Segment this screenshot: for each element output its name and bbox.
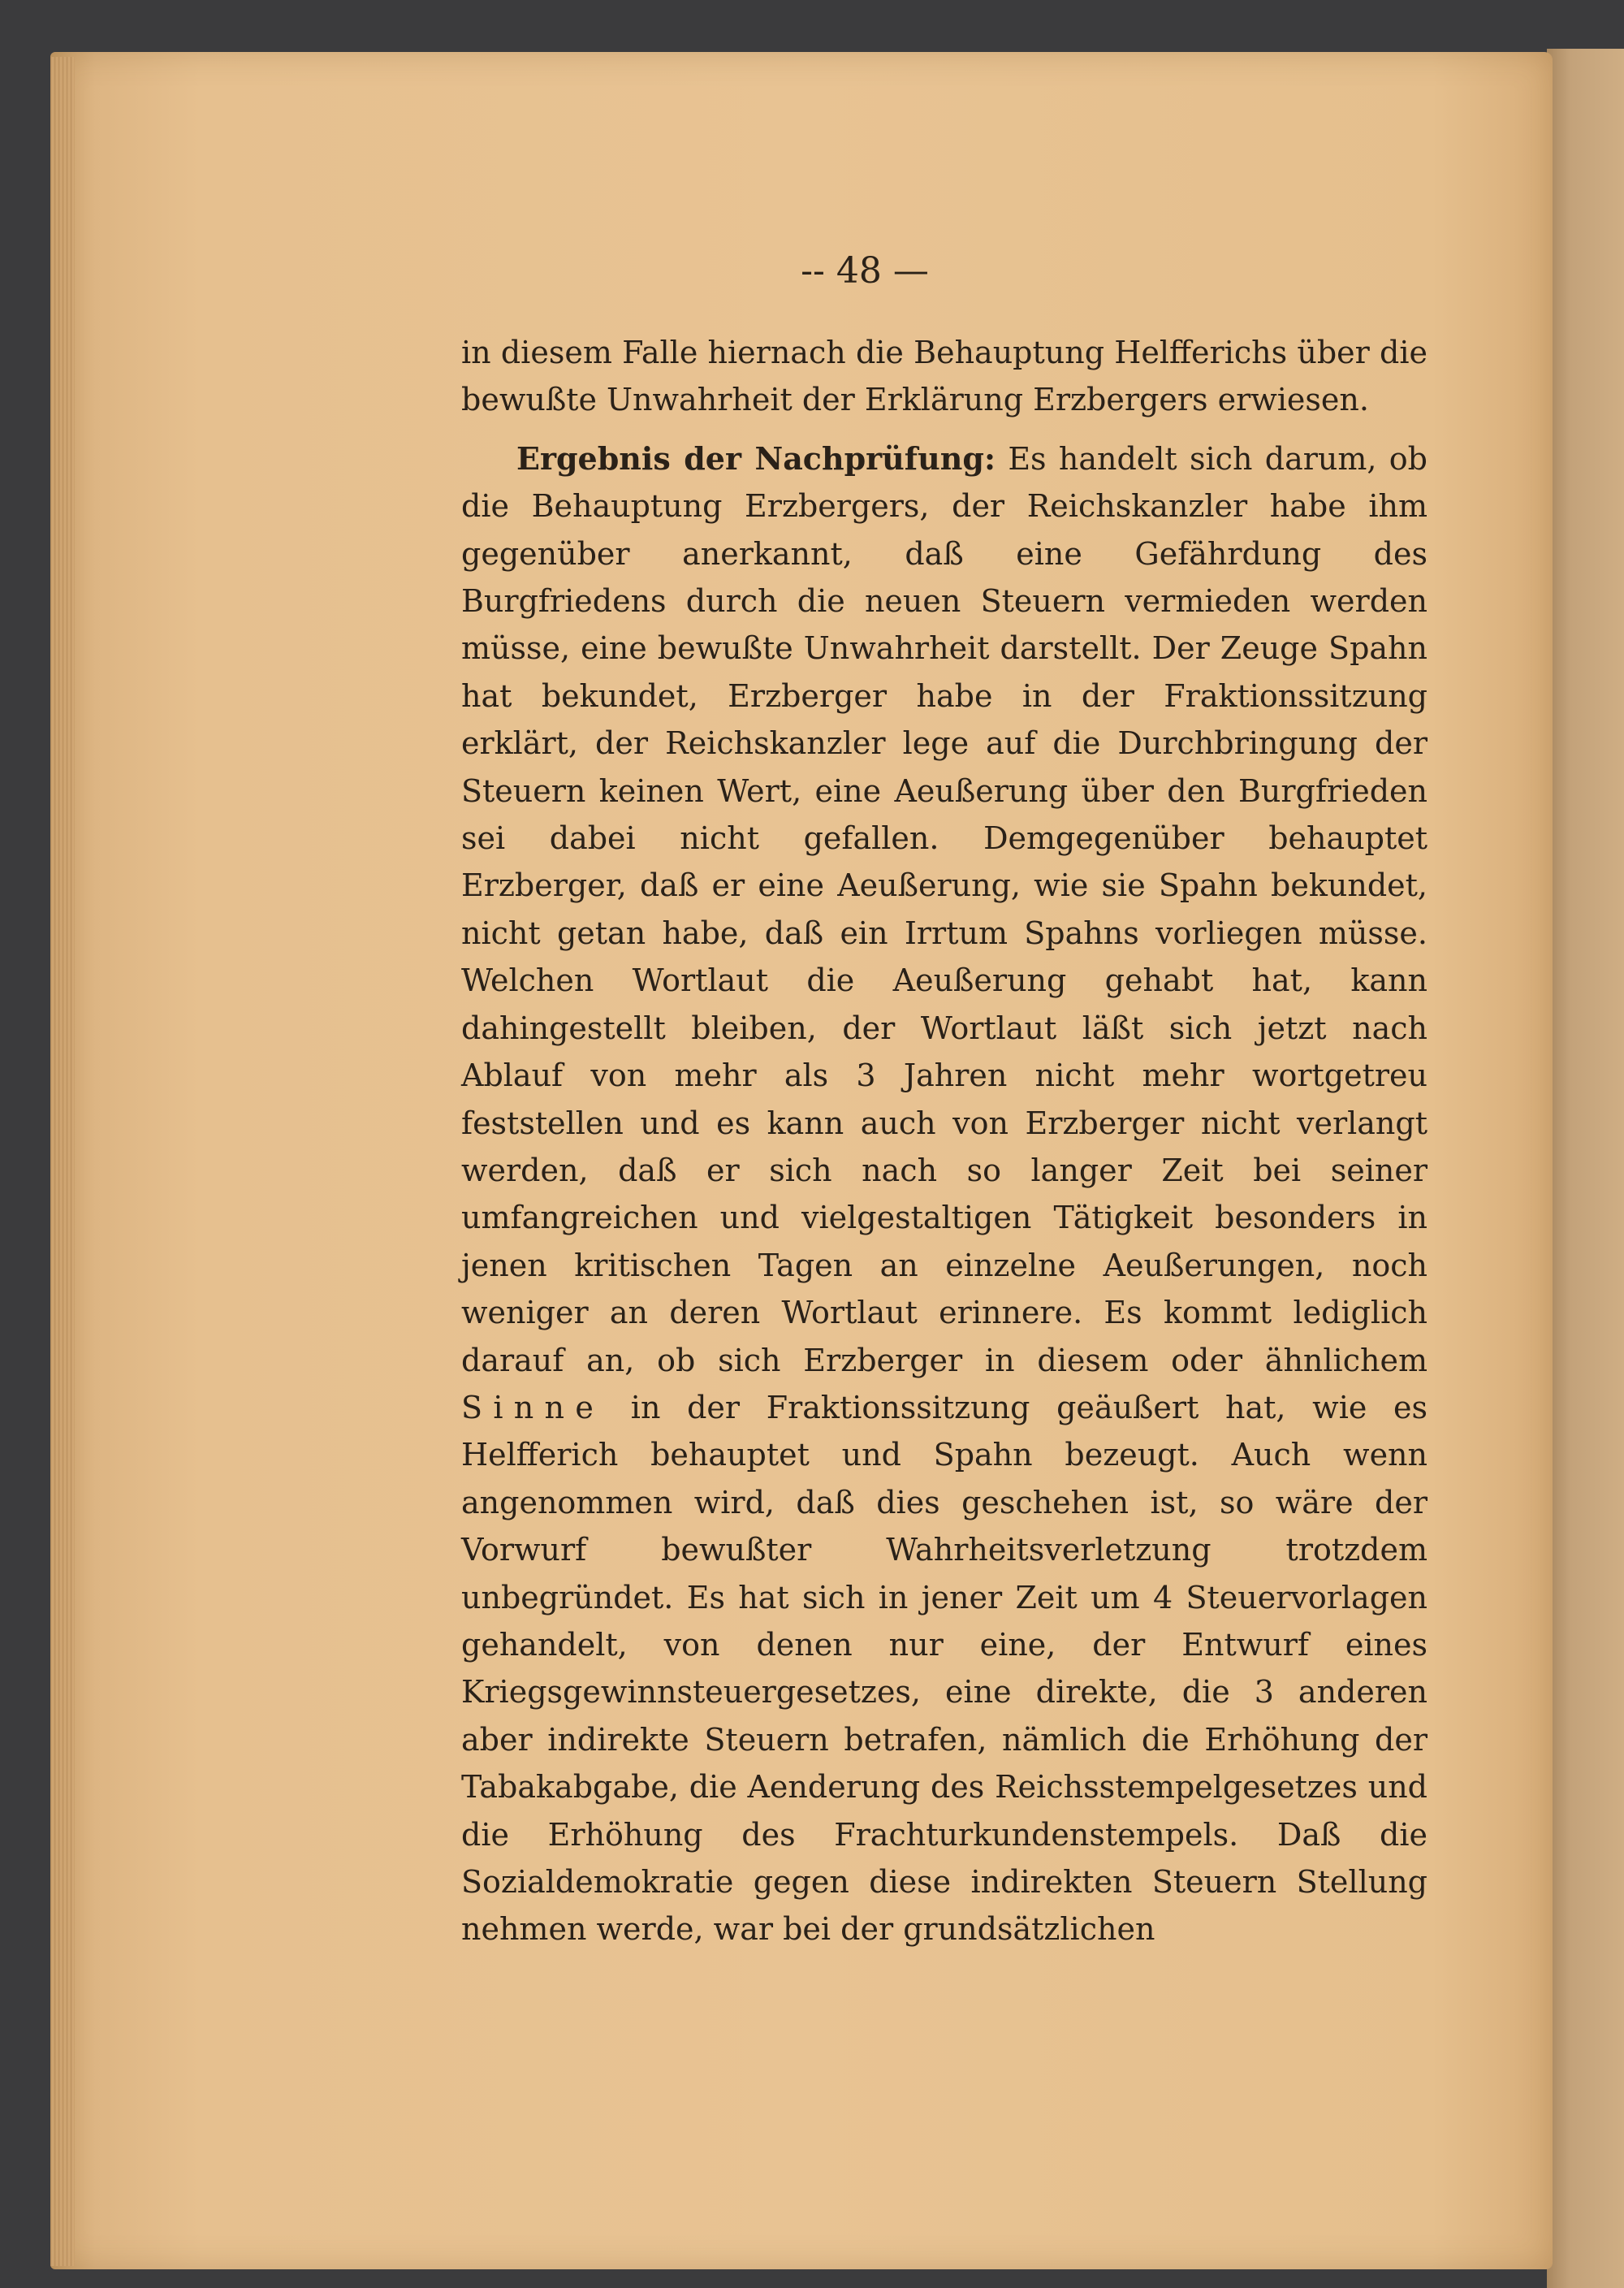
facing-page-edge xyxy=(1547,49,1624,2288)
paragraph-heading: Ergebnis der Nachprüfung: xyxy=(516,439,996,477)
page-number: -- 48 — xyxy=(801,250,929,292)
emphasized-word: Sinne xyxy=(461,1389,605,1425)
body-text xyxy=(461,329,1427,1953)
page-stack-edges xyxy=(50,57,75,2266)
paragraph-text-part-1: Es handelt sich darum, ob die Behauptung Erzbergers, der Reichskanzler habe ihm gegenüber anerkannt, daß eine Gefährdung des Burgfriedens durch die neuen Steuern vermieden werden müsse, eine bewußte Unwahrheit darstellt. Der Zeuge Spahn hat bekundet, Erzberger habe in der Fraktionssitzung erklärt, der Reichskanzler lege auf die Durchbringung der Steuern keinen Wert, eine Aeußerung über den Burgfrieden sei dabei nicht gefallen. Demgegenüber behauptet Erzberger, daß er eine Aeußerung, wie sie Spahn bekundet, nicht getan habe, daß ein Irrtum Spahns vorliegen müsse. Welchen Wortlaut die Aeußerung gehabt hat, kann dahingestellt bleiben, der Wortlaut läßt sich jetzt nach Ablauf von mehr als 3 Jahren nicht mehr wortgetreu feststellen und es kann auch von Erzberger nicht verlangt werden, daß er sich nach so langer Zeit bei seiner umfangreichen und vielgestaltigen Tätigkeit besonders in jenen kritischen Tagen an einzelne Aeußerungen, noch weniger an deren Wortlaut erinnere. Es kommt lediglich darauf an, ob sich Erzberger in diesem oder ähnlichem xyxy=(461,440,1427,1378)
paragraph-result xyxy=(461,435,1427,1953)
paragraph-text-part-2: in der Fraktionssitzung geäußert hat, wie es Helfferich behauptet und Spahn bezeugt. Auch wenn angenommen wird, daß dies geschehen ist, so wäre der Vorwurf bewußter Wahrheitsverletzung trotzdem unbegründet. Es hat sich in jener Zeit um 4 Steuervorlagen gehandelt, von denen nur eine, der Entwurf eines Kriegsgewinnsteuergesetzes, eine direkte, die 3 anderen aber indirekte Steuern betrafen, nämlich die Erhöhung der Tabakabgabe, die Aenderung des Reichsstempelgesetzes und die Erhöhung des Frachturkundenstempels. Daß die Sozialdemokratie gegen diese indirekten Steuern Stellung nehmen werde, war bei der grundsätzlichen xyxy=(461,1389,1427,1948)
paragraph-continuation: in diesem Falle hiernach die Behauptung Helfferichs über die bewußte Unwahrheit der Erklärung Erzbergers erwiesen. xyxy=(461,335,1427,418)
